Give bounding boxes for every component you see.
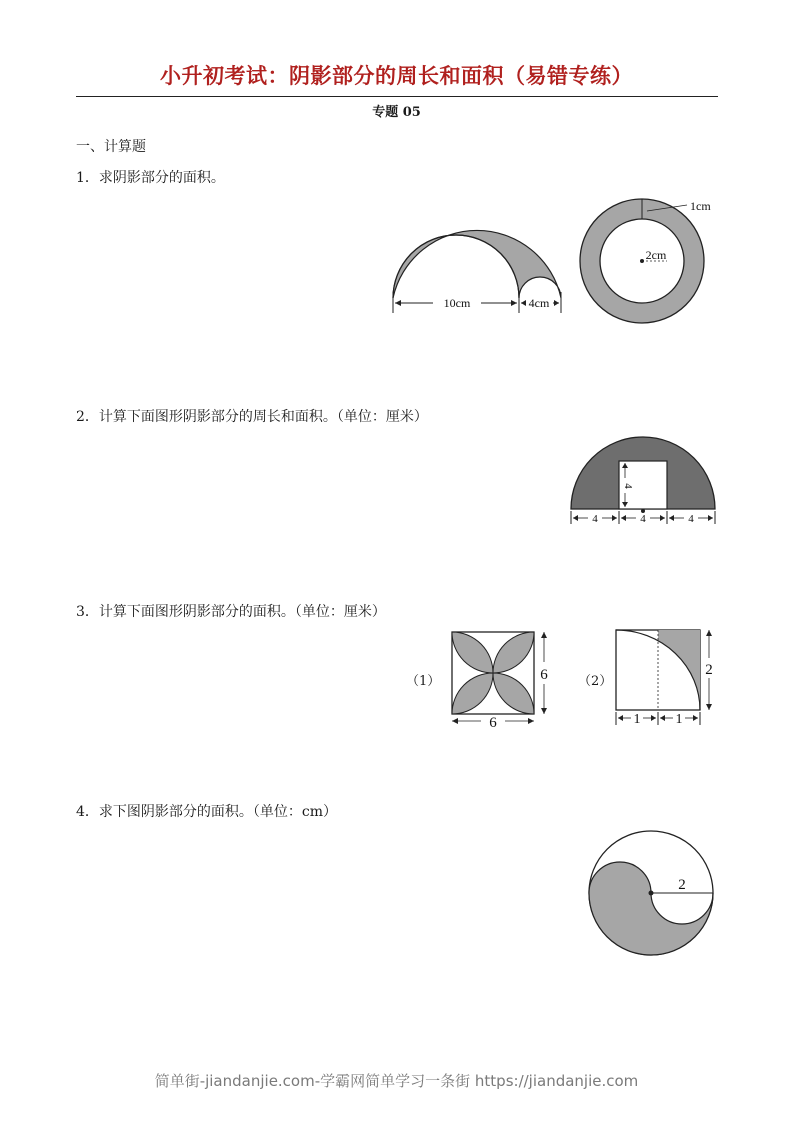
footer-watermark: 简单街-jiandanjie.com-学霸网简单学习一条街 https://jiandanjie.com	[154, 1072, 639, 1090]
figure-3b-seg1-label: 1	[633, 712, 641, 727]
figure-3b-quarter	[612, 626, 722, 730]
figure-2-seg1-label: 4	[592, 513, 598, 525]
page-title: 小升初考试：阴影部分的周长和面积（易错专练）	[160, 64, 633, 88]
figure-1a-label-right: 4cm	[528, 296, 550, 310]
section-heading: 一、计算题	[76, 139, 146, 155]
figure-3b-tag: （2）	[578, 674, 613, 689]
figure-1b-ring	[575, 195, 725, 330]
question-1-label: 1．求阴影部分的面积。	[76, 170, 225, 186]
figure-3b-height-label: 2	[705, 662, 713, 678]
figure-1a-shaded-region	[393, 230, 561, 298]
figure-4-circle	[585, 828, 719, 962]
figure-3b-seg2-label: 1	[675, 712, 683, 727]
figure-2-height-label: 4	[622, 483, 634, 489]
question-4-label: 4．求下图阴影部分的面积。（单位：cm）	[76, 804, 338, 820]
figure-2-seg3-label: 4	[688, 513, 694, 525]
figure-4-radius-label: 2	[678, 877, 686, 893]
figure-3a-tag: （1）	[406, 674, 441, 689]
figure-3a-side-label: 6	[540, 667, 548, 683]
question-3-label: 3．计算下面图形阴影部分的面积。（单位：厘米）	[76, 604, 386, 620]
figure-1b-ring-label: 1cm	[690, 199, 711, 213]
figure-1a-label-left: 10cm	[443, 296, 471, 310]
figure-2-seg2-label: 4	[640, 513, 646, 525]
figure-3a-bottom-label: 6	[489, 715, 497, 731]
figure-1a-crescent	[385, 195, 575, 320]
figure-3a-flower	[448, 628, 558, 731]
question-2-label: 2．计算下面图形阴影部分的周长和面积。（单位：厘米）	[76, 409, 428, 425]
title-divider	[76, 96, 718, 97]
figure-1b-radius-label: 2cm	[645, 248, 667, 262]
page-subtitle: 专题 05	[372, 105, 421, 120]
figure-2-semicircle	[568, 432, 718, 527]
